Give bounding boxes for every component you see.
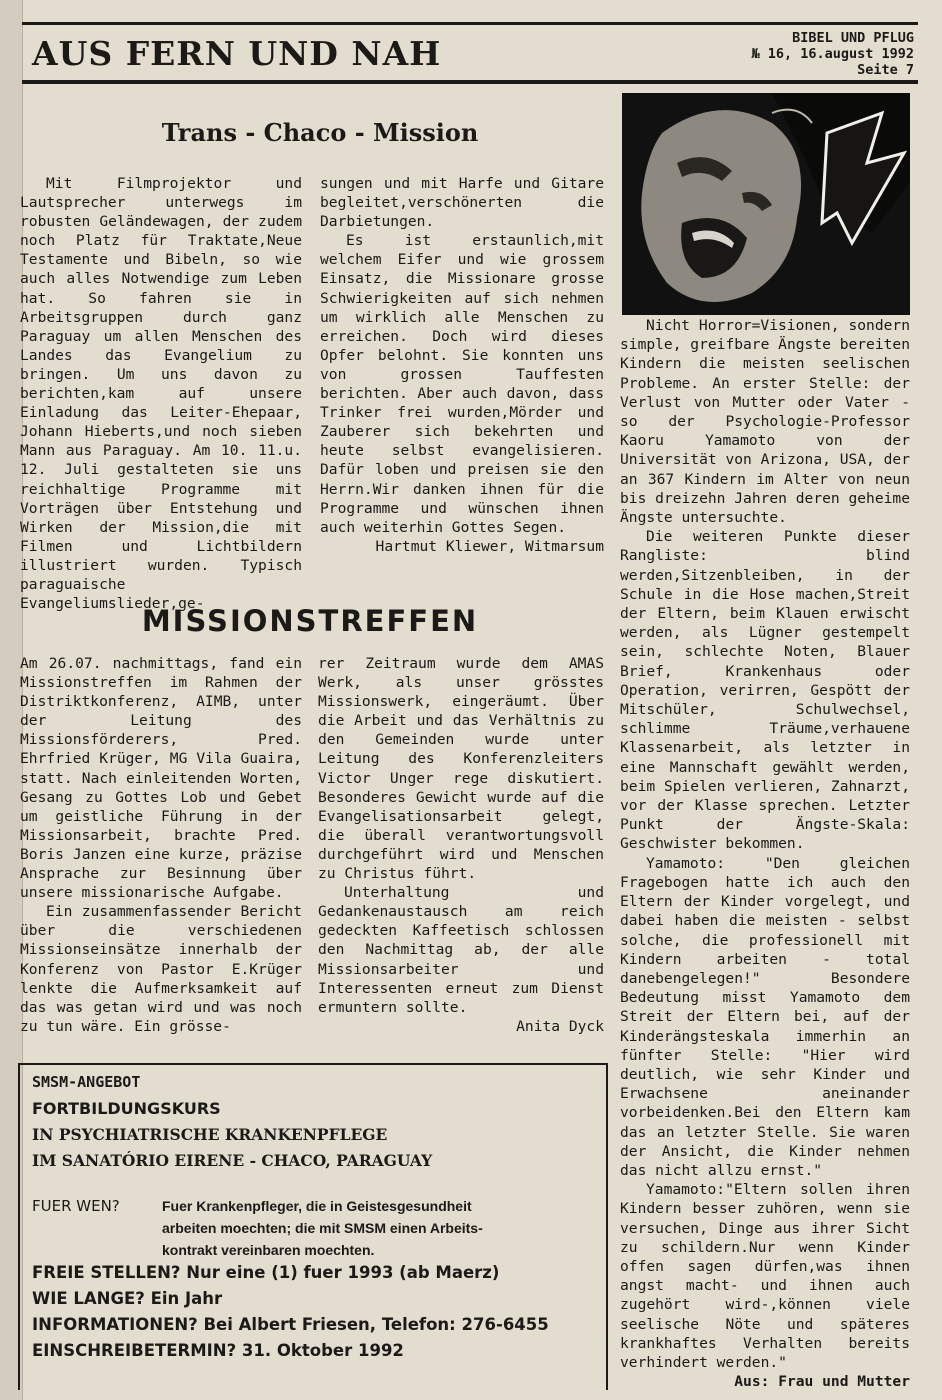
ad-duration: WIE LANGE? Ein Jahr — [32, 1289, 223, 1308]
sidebar-caption: Nicht Horror=Visionen, sondern simple, greifbare Ängste bereiten Kindern die meisten seelischen Probleme. An erster Stelle: der Verlust von Mutter oder Vater - so der Psychologie-Professor Kaoru Yamamoto von der Universität von Arizona, USA, der an 367 Kindern im Alter von neun bis dreizehn Jahren deren geheime Ängste untersuchte. — [620, 317, 910, 527]
issue-number: № 16, 16.august 1992 — [751, 46, 914, 62]
publication-info — [751, 30, 914, 78]
ad-course-subject: IN PSYCHIATRISCHE KRANKENPFLEGE — [32, 1125, 388, 1144]
ad-course-heading: FORTBILDUNGSKURS — [32, 1099, 221, 1118]
article1-signature: Hartmut Kliewer, Witmarsum — [375, 537, 604, 555]
ad-who-answer: arbeiten moechten; die mit SMSM einen Arbeits- — [162, 1220, 483, 1236]
sidebar-article — [620, 316, 910, 1391]
ad-who-answer: kontrakt vereinbaren moechten. — [162, 1242, 375, 1258]
sidebar-paragraph: Yamamoto: "Den gleichen Fragebogen hatte ich auch den Eltern der Kinder vorgelegt, und dabei haben die meisten - selbst solche, die professionell mit Kindern arbeiten - total danebengelegen!" Besondere Bedeutung misst Yamamoto dem Streit der Eltern bei, auf der Kinderängsteskala immerhin an fünfter Stelle: "Hier wird deutlich, wie sehr Kinder und Erwachsene aneinander vorbeidenken.Bei den Eltern kam das an letzter Stelle. Sie waren der Ansicht, die Kinder nehmen das nicht allzu ernst." — [620, 854, 910, 1179]
article2-column2 — [318, 654, 604, 1036]
photo-graphic — [622, 93, 910, 315]
masthead-rule — [22, 80, 918, 84]
article2-paragraph: rer Zeitraum wurde dem AMAS Werk, als unser grösstes Missionswerk, eingeräumt. Über die Arbeit und das Verhältnis zu den Gemeinden wurde unter Leitung des Konferenzleiters Victor Unger rege diskutiert. Besonderes Gewicht wurde auf die Evangelisationsarbeit gelegt, die überall verantwortungsvoll durchgeführt wird und Menschen zu Christus führt. — [318, 655, 604, 883]
article1-column1 — [20, 174, 302, 613]
article2-paragraph: Unterhaltung und Gedankenaustausch am reich gedeckten Kaffeetisch schlossen den Nachmittag ab, der alle Missionsarbeiter und Interessenten erneut zum Dienst ermuntern sollte. — [318, 884, 604, 1016]
screaming-child-photo — [622, 93, 910, 315]
ad-open-positions: FREIE STELLEN? Nur eine (1) fuer 1993 (ab Maerz) — [32, 1263, 500, 1282]
ad-deadline: EINSCHREIBETERMIN? 31. Oktober 1992 — [32, 1341, 404, 1360]
section-title-aus-fern-und-nah: AUS FERN UND NAH — [32, 34, 442, 73]
publication-name: BIBEL UND PFLUG — [792, 30, 914, 46]
page-number: Seite 7 — [857, 62, 914, 78]
article2-paragraph: Am 26.07. nachmittags, fand ein Missionstreffen im Rahmen der Distriktkonferenz, AIMB, unter der Leitung des Missionsförderers, Pred. Ehrfried Krüger, MG Vila Guaira, statt. Nach einleitenden Worten, Gesang zu Gottes Lob und Gebet um geistliche Führung in der Missionsarbeit, brachte Pred. Boris Janzen eine kurze, präzise Ansprache zur Besinnung über unsere missionarische Aufgabe. — [20, 655, 302, 902]
sidebar-paragraph: Die weiteren Punkte dieser Rangliste: blind werden,Sitzenbleiben, in der Schule in die Hose machen,Streit der Eltern, beim Klauen erwischt werden, als Lügner gestempelt sein, schlechte Noten, Blauer Brief, Krankenhaus oder Operation, verirren, Gespött der Mitschüler, Schulwechsel, schlimme Träume,verhauene Klassenarbeit, als letzter in eine Mannschaft gewählt werden, beim Spielen verlieren, Zahnarzt, vor der Klasse sprechen. Letzter Punkt der Ängste-Skala: Geschwister bekommen. — [620, 528, 910, 853]
ad-course-location: IM SANATÓRIO EIRENE - CHACO, PARAGUAY — [32, 1151, 433, 1170]
article1-paragraph: Mit Filmprojektor und Lautsprecher unterwegs im robusten Geländewagen, der zudem noch Platz für Traktate,Neue Testamente und Bibeln, so wie auch alles Notwendige zum Leben hat. So fahren sie in Arbeitsgruppen durch ganz Paraguay um allen Menschen des Landes das Evangelium zu bringen. Um uns davon zu berichten,kam auf unsere Einladung das Leiter-Ehepaar, Johann Hieberts,und noch sieben Mann aus Paraguay. Am 10. 11.u. 12. Juli gestalteten sie uns reichhaltige Programme mit Vorträgen über Entstehung und Wirken der Mission,die mit Filmen und Lichtbildern illustriert wurden. Typisch paraguaische Evangeliumslieder,ge- — [20, 175, 302, 613]
course-advertisement-box — [18, 1063, 608, 1390]
article1-paragraph: Es ist erstaunlich,mit welchem Eifer und wie grossem Einsatz, die Missionare grosse Schwierigkeiten auf sich nehmen um wirklich alle Menschen zu erreichen. Doch wird dieses Opfer belohnt. Sie konnten uns von grossen Tauffesten berichten. Aber auch davon, dass Trinker frei wurden,Mörder und Zauberer sich bekehrten und heute selbst evangelisieren. Dafür loben und preisen sie den Herrn.Wir danken ihnen für die Programme und wünschen ihnen auch weiterhin Gottes Segen. — [320, 232, 604, 536]
article1-paragraph: sungen und mit Harfe und Gitare begleitet,verschönerten die Darbietungen. — [320, 175, 604, 231]
ad-offer-heading: SMSM-ANGEBOT — [32, 1073, 141, 1091]
ad-who-question: FUER WEN? — [32, 1197, 120, 1215]
article-title-trans-chaco-mission: Trans - Chaco - Mission — [161, 118, 479, 147]
sidebar-source: Aus: Frau und Mutter — [734, 1373, 910, 1391]
article-title-missionstreffen: MISSIONSTREFFEN — [141, 604, 479, 638]
ad-who-answer: Fuer Krankenpfleger, die in Geistesgesundheit — [162, 1198, 472, 1214]
article2-paragraph: Ein zusammenfassender Bericht über die verschiedenen Missionseinsätze innerhalb der Konferenz von Pastor E.Krüger lenkte die Aufmerksamkeit auf das was getan wird und was noch zu tun wäre. Ein grösse- — [20, 903, 302, 1035]
ad-information: INFORMATIONEN? Bei Albert Friesen, Telefon: 276-6455 — [32, 1315, 549, 1334]
sidebar-paragraph: Yamamoto:"Eltern sollen ihren Kindern besser zuhören, wenn sie versuchen, Dinge aus ihrer Sicht zu schildern.Nur wenn Kinder offen sagen dürfen,was ihnen angst macht- und ihnen auch zugehört wird-,können viele seelische Nöte und späteres krankhaftes Verhalten bereits verhindert werden." — [620, 1181, 910, 1371]
top-rule — [22, 22, 918, 25]
article2-signature: Anita Dyck — [516, 1017, 604, 1035]
article1-column2 — [320, 174, 604, 556]
article2-column1 — [20, 654, 302, 1036]
